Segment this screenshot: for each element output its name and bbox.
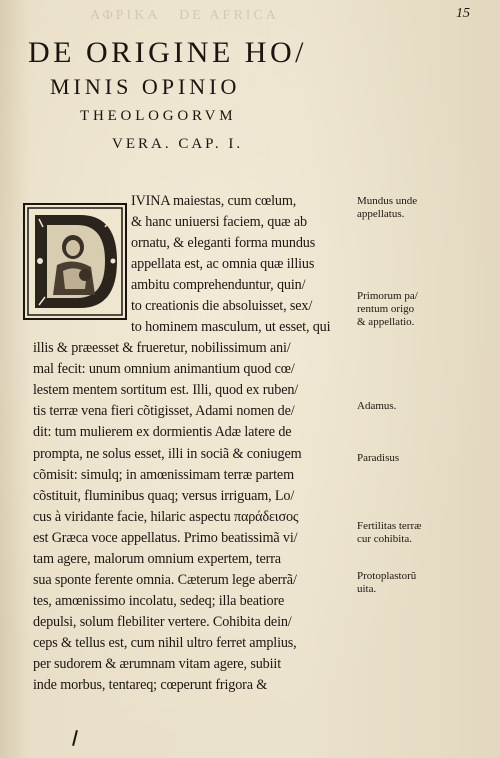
marginal-note-line: rentum origo [357, 303, 415, 315]
body-line: mal fecit: unum omnium animantium quod cœ/ [33, 361, 295, 377]
chapter-title-line-1: DE ORIGINE HO/ [28, 36, 307, 69]
body-line: tam agere, malorum omnium expertem, terra [33, 551, 281, 567]
body-line: sua sponte ferente omnia. Cæterum lege aberrã/ [33, 572, 297, 588]
marginal-note-line: Protoplastorũ [357, 570, 417, 582]
page-number: 15 [456, 6, 470, 21]
body-line: depulsi, solum flebiliter vertere. Cohibita dein/ [33, 614, 292, 630]
body-line: dit: tum mulierem ex dormientis Adæ latere de [33, 424, 292, 440]
marginal-note [357, 195, 497, 221]
marginal-note-line: Paradisus [357, 452, 400, 464]
body-line: to hominem masculum, ut esset, qui [131, 319, 331, 335]
body-line: cõmisit: simulq; in amœnissimam terræ partem [33, 467, 294, 483]
body-line: est Græca voce appellatus. Primo beatissimã vi/ [33, 530, 298, 546]
marginal-note-line: cur cohibita. [357, 533, 412, 545]
marginal-note-line: Adamus. [357, 400, 397, 412]
body-line: inde morbus, tentareq; cœperunt frigora & [33, 677, 268, 693]
woodcut-illustration-icon [25, 205, 125, 318]
marginal-note-line: Primorum pa/ [357, 290, 418, 302]
chapter-title-line-4: VERA. CAP. I. [112, 136, 244, 152]
marginal-note-line: uita. [357, 583, 377, 595]
body-line: lestem mentem sortitum est. Illi, quod ex ruben/ [33, 382, 299, 398]
body-line: ambitu comprehenduntur, quin/ [131, 277, 306, 293]
bleed-through-text: ΑΦΡΙΚΑ DE AFRICA [90, 8, 279, 23]
marginal-note-line: appellatus. [357, 208, 405, 220]
body-line: ceps & tellus est, cum nihil ultro ferret amplius, [33, 635, 297, 651]
body-line: prompta, ne solus esset, illi in sociã & coniugem [33, 446, 302, 462]
body-line: tis terræ vena fieri cõtigisset, Adami nomen de/ [33, 403, 295, 419]
decorated-initial-d [23, 203, 127, 320]
body-line: cõstituit, fluminibus quaq; versus irriguam, Lo/ [33, 488, 295, 504]
chapter-title-line-2: MINIS OPINIO [50, 74, 241, 99]
marginal-note [357, 290, 497, 329]
body-line: ornatu, & eleganti forma mundus [131, 235, 316, 251]
body-line: tes, amœnissimo incolatu, sedeq; illa beatiore [33, 593, 285, 609]
body-line: & hanc uniuersi faciem, quæ ab [131, 214, 307, 230]
chapter-title-line-3: THEOLOGORVM [80, 108, 237, 124]
body-line: cus à viridante facie, hilaric aspectu παράδεισος [33, 509, 299, 525]
body-line: to creationis die absoluisset, sex/ [131, 298, 313, 314]
body-line: appellata est, ac omnia quæ illius [131, 256, 315, 272]
marginal-note [357, 400, 497, 413]
marginal-note-line: & appellatio. [357, 316, 415, 328]
body-line: IVINA maiestas, cum cœlum, [131, 193, 297, 209]
marginal-note-line: Fertilitas terræ [357, 520, 422, 532]
body-line: illis & præesset & frueretur, nobilissimum ani/ [33, 340, 291, 356]
ink-mark [72, 730, 78, 746]
body-line: per sudorem & ærumnam vitam agere, subiit [33, 656, 281, 672]
marginal-note-line: Mundus unde [357, 195, 418, 207]
marginal-note [357, 570, 497, 596]
marginal-note [357, 520, 497, 546]
marginal-note [357, 452, 497, 465]
